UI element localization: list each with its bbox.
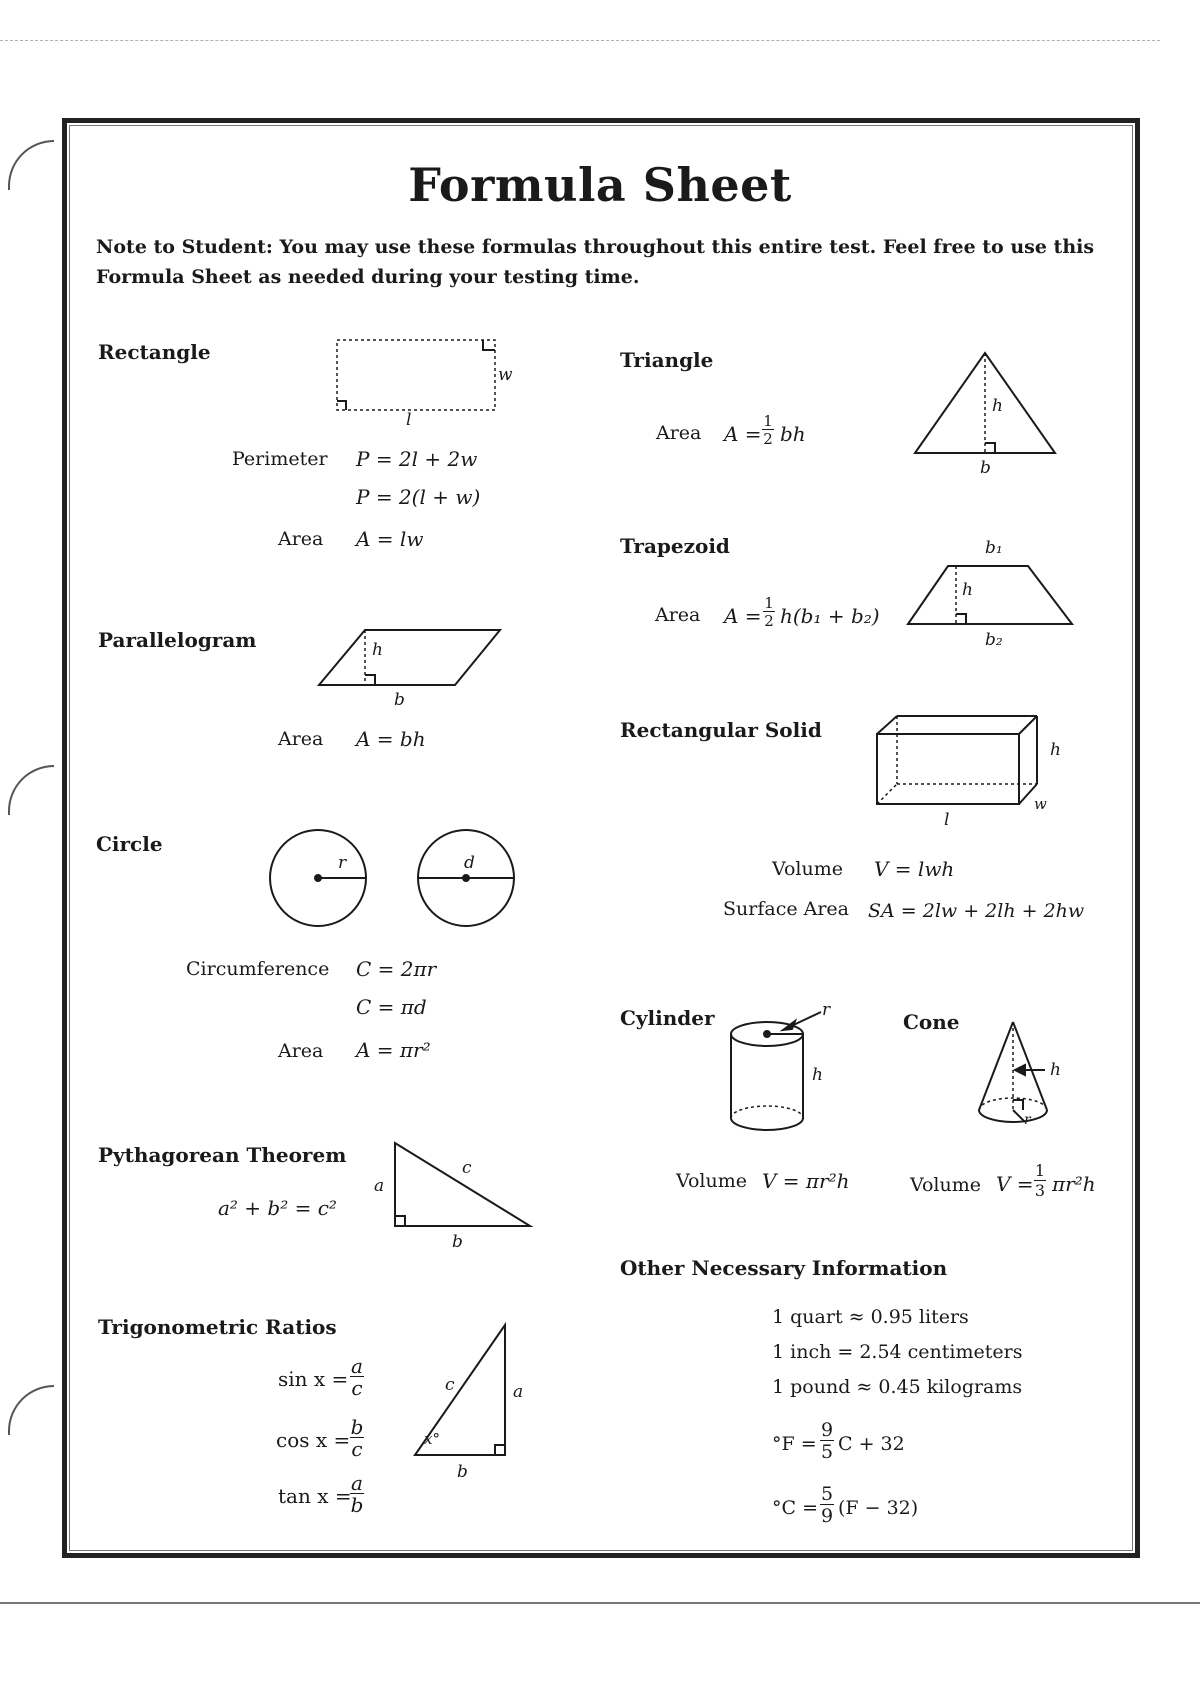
parallelogram-b-label: b <box>394 690 405 710</box>
circle-r-label: r <box>338 853 347 873</box>
triangle-heading: Triangle <box>620 348 714 372</box>
cone-volume-denominator: 3 <box>1034 1181 1046 1200</box>
rectangle-w-label: w <box>498 365 513 385</box>
cone-volume-lhs: V = <box>996 1172 1034 1196</box>
cylinder-h-label: h <box>812 1065 823 1085</box>
cone-r-label: r <box>1024 1112 1031 1128</box>
trig-tan-lhs: tan x = <box>278 1484 352 1508</box>
rect-solid-h-label: h <box>1050 740 1061 760</box>
pythagorean-b-label: b <box>452 1232 463 1252</box>
pythagorean-heading: Pythagorean Theorem <box>98 1143 347 1167</box>
parallelogram-area-label: Area <box>278 728 324 750</box>
fahrenheit-denominator: 5 <box>820 1441 834 1463</box>
cylinder-volume-formula: V = πr²h <box>762 1169 850 1193</box>
fahrenheit-lhs: °F = <box>772 1433 817 1455</box>
cone-volume-rhs: πr²h <box>1052 1172 1096 1196</box>
triangle-figure <box>910 348 1060 458</box>
cylinder-r-label: r <box>822 1000 831 1020</box>
trig-heading: Trigonometric Ratios <box>98 1315 337 1339</box>
trig-a-label: a <box>513 1382 524 1402</box>
rectangle-figure <box>330 335 510 425</box>
pythagorean-formula: a² + b² = c² <box>218 1196 337 1220</box>
trig-c-label: c <box>445 1375 455 1395</box>
triangle-area-lhs: A = <box>724 422 762 446</box>
parallelogram-area-formula: A = bh <box>356 727 426 751</box>
trapezoid-area-lhs: A = <box>724 604 762 628</box>
rectangle-area-formula: A = lw <box>356 527 424 551</box>
pythagorean-a-label: a <box>374 1176 385 1196</box>
triangle-area-rhs: bh <box>780 422 806 446</box>
circle-figures <box>265 828 525 933</box>
circle-circumference-formula-2: C = πd <box>356 995 427 1019</box>
parallelogram-figure <box>315 625 505 695</box>
cylinder-heading: Cylinder <box>620 1006 715 1030</box>
trapezoid-b2-label: b₂ <box>985 630 1003 650</box>
rect-solid-sa-label: Surface Area <box>723 898 849 920</box>
triangle-h-label: h <box>992 396 1003 416</box>
trapezoid-figure <box>904 562 1076 628</box>
other-info-inch: 1 inch = 2.54 centimeters <box>772 1341 1023 1363</box>
scan-edge-top <box>0 40 1160 41</box>
scan-edge-bottom <box>0 1602 1200 1604</box>
triangle-b-label: b <box>980 458 991 478</box>
trapezoid-b1-label: b₁ <box>985 538 1003 558</box>
trapezoid-area-denominator: 2 <box>764 612 774 630</box>
celsius-denominator: 9 <box>820 1505 834 1527</box>
trapezoid-area-label: Area <box>655 604 701 626</box>
rectangle-heading: Rectangle <box>98 340 211 364</box>
triangle-area-denominator: 2 <box>763 430 773 448</box>
rect-solid-l-label: l <box>944 810 950 830</box>
celsius-rhs: (F − 32) <box>838 1497 919 1519</box>
page-title: Formula Sheet <box>408 158 792 212</box>
cone-volume-label: Volume <box>910 1174 981 1196</box>
rect-solid-volume-formula: V = lwh <box>874 857 955 881</box>
rectangle-l-label: l <box>406 410 412 430</box>
pythagorean-c-label: c <box>462 1158 472 1178</box>
circle-d-label: d <box>464 853 475 873</box>
binder-hole-3 <box>8 1385 54 1435</box>
rectangle-perimeter-formula-2: P = 2(l + w) <box>356 485 481 509</box>
rect-solid-figure <box>873 712 1041 808</box>
trig-sin-numerator: a <box>351 1354 363 1378</box>
trig-cos-numerator: b <box>350 1415 364 1439</box>
trig-sin-denominator: c <box>351 1376 363 1400</box>
fahrenheit-rhs: C + 32 <box>838 1433 905 1455</box>
trapezoid-heading: Trapezoid <box>620 534 730 558</box>
trig-tan-numerator: a <box>351 1471 363 1495</box>
triangle-area-numerator: 1 <box>763 412 773 430</box>
trapezoid-area-numerator: 1 <box>764 594 774 612</box>
celsius-lhs: °C = <box>772 1497 818 1519</box>
other-info-heading: Other Necessary Information <box>620 1256 948 1280</box>
circle-heading: Circle <box>96 832 163 856</box>
note-to-student: Note to Student: You may use these formulas throughout this entire test. Feel free to use this Formula Sheet as needed during your testing time. <box>96 236 1095 288</box>
cone-h-label: h <box>1050 1060 1061 1080</box>
cone-heading: Cone <box>903 1010 960 1034</box>
rect-solid-w-label: w <box>1034 795 1047 813</box>
cone-volume-numerator: 1 <box>1034 1161 1046 1180</box>
rect-solid-volume-label: Volume <box>772 858 843 880</box>
trig-cos-lhs: cos x = <box>276 1428 351 1452</box>
parallelogram-h-label: h <box>372 640 383 660</box>
trig-cos-denominator: c <box>351 1437 363 1461</box>
other-info-quart: 1 quart ≈ 0.95 liters <box>772 1306 969 1328</box>
circle-circumference-formula-1: C = 2πr <box>356 957 437 981</box>
trapezoid-h-label: h <box>962 580 973 600</box>
celsius-numerator: 5 <box>820 1483 834 1505</box>
rectangle-area-label: Area <box>278 528 324 550</box>
trig-tan-denominator: b <box>350 1493 364 1517</box>
pythagorean-triangle-figure <box>390 1138 535 1230</box>
circle-area-label: Area <box>278 1040 324 1062</box>
cylinder-volume-label: Volume <box>676 1170 747 1192</box>
trig-b-label: b <box>457 1462 468 1482</box>
trapezoid-area-rhs: h(b₁ + b₂) <box>780 604 880 628</box>
parallelogram-heading: Parallelogram <box>98 628 257 652</box>
fahrenheit-numerator: 9 <box>820 1419 834 1441</box>
triangle-area-label: Area <box>656 422 702 444</box>
binder-hole-2 <box>8 765 54 815</box>
rect-solid-heading: Rectangular Solid <box>620 718 822 742</box>
trig-sin-lhs: sin x = <box>278 1367 349 1391</box>
rectangle-perimeter-formula-1: P = 2l + 2w <box>356 447 478 471</box>
circle-area-formula: A = πr² <box>356 1038 431 1062</box>
other-info-pound: 1 pound ≈ 0.45 kilograms <box>772 1376 1023 1398</box>
rectangle-perimeter-label: Perimeter <box>232 448 328 470</box>
rect-solid-sa-formula: SA = 2lw + 2lh + 2hw <box>868 900 1085 922</box>
trig-x-label: x° <box>424 1430 440 1448</box>
circle-circumference-label: Circumference <box>186 958 330 980</box>
